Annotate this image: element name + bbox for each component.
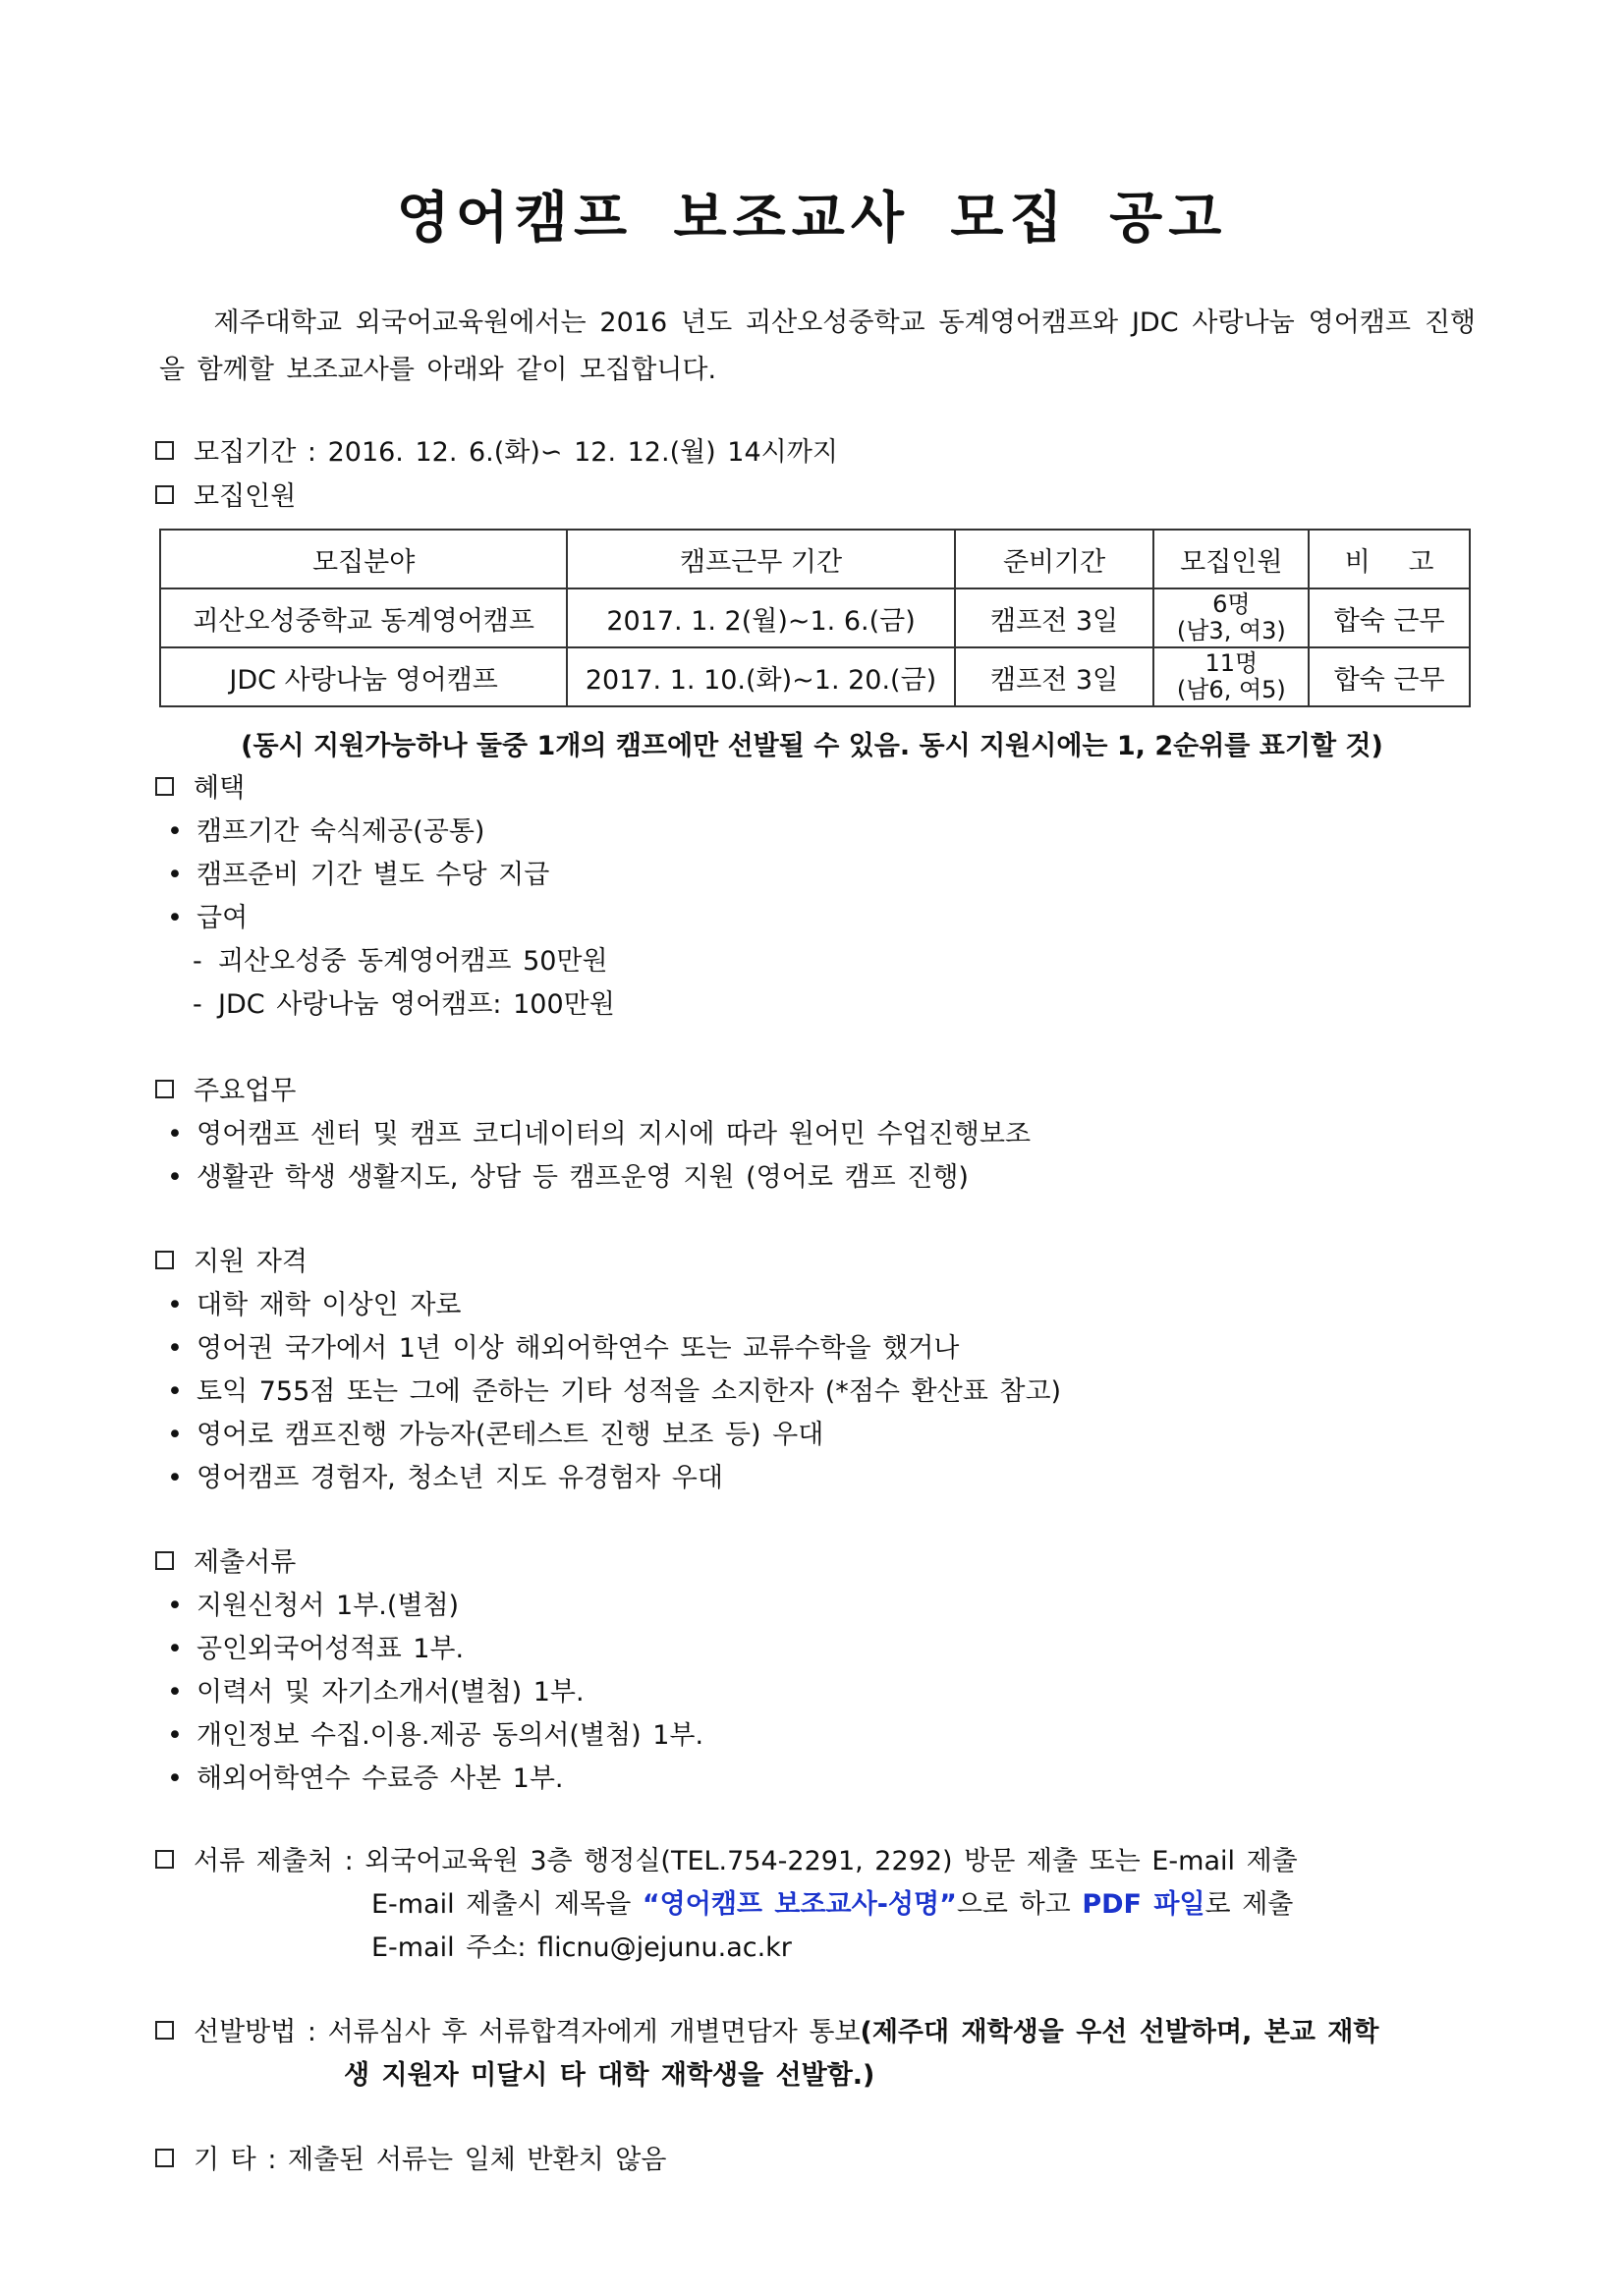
recruitment-table	[159, 529, 1471, 707]
bullet-icon: •	[167, 1591, 183, 1621]
benefits-heading	[155, 766, 245, 805]
intro-paragraph	[159, 300, 1476, 394]
bullet-icon: •	[167, 860, 183, 890]
bullet-icon: •	[167, 1420, 183, 1450]
table-header-cell: 캠프근무 기간	[567, 530, 954, 588]
list-item-text: 개인정보 수집.이용.제공 동의서(별첨) 1부.	[196, 1720, 704, 1751]
checkbox-square-icon	[155, 485, 174, 504]
list-item-text: 생활관 학생 생활지도, 상담 등 캠프운영 지원 (영어로 캠프 진행)	[196, 1162, 969, 1193]
checkbox-square-icon	[155, 2149, 174, 2167]
list-item	[167, 1370, 1061, 1408]
table-header-cell: 모집분야	[160, 530, 567, 588]
list-item-text: 토익 755점 또는 그에 준하는 기타 성적을 소지한자 (*점수 환산표 참고)	[196, 1376, 1062, 1407]
table-header-row	[160, 530, 1470, 588]
period-text: 모집기간 : 2016. 12. 6.(화)∽ 12. 12.(월) 14시까지	[194, 437, 838, 468]
list-item-text: 캠프기간 숙식제공(공통)	[196, 816, 485, 847]
count-detail: (남3, 여3)	[1176, 617, 1286, 644]
list-item	[167, 1757, 564, 1795]
list-item	[167, 1283, 462, 1321]
duties-heading	[155, 1069, 296, 1107]
count-value: 6명	[1212, 590, 1251, 618]
table-cell-period: 2017. 1. 2(월)~1. 6.(금)	[567, 588, 954, 647]
list-item-text: 영어권 국가에서 1년 이상 해외어학연수 또는 교류수학을 했거나	[196, 1333, 960, 1364]
bullet-icon: •	[167, 1634, 183, 1664]
bullet-icon: •	[167, 1119, 183, 1149]
list-item	[167, 1670, 585, 1708]
email-subject-highlight: “영어캠프 보조교사-성명”	[642, 1889, 957, 1920]
list-item	[167, 853, 549, 891]
documents-heading	[155, 1540, 296, 1579]
list-item-text: 지원신청서 1부.(별첨)	[196, 1591, 460, 1621]
checkbox-square-icon	[155, 1850, 174, 1869]
list-item	[167, 1112, 1031, 1150]
list-item	[167, 810, 484, 848]
sub-list-item	[193, 982, 615, 1021]
table-note: (동시 지원가능하나 둘중 1개의 캠프에만 선발될 수 있음. 동시 지원시에는 1, 2순위를 표기할 것)	[241, 731, 1383, 761]
selection-text: 선발방법 : 서류심사 후 서류합격자에게 개별면담자 통보	[194, 2017, 861, 2047]
dash-icon: -	[193, 989, 202, 1020]
bullet-icon: •	[167, 903, 183, 933]
count-value: 11명	[1204, 649, 1259, 677]
submission-email-title-line	[371, 1882, 1293, 1921]
list-item-text: 영어로 캠프진행 가능자(콘테스트 진행 보조 등) 우대	[196, 1420, 824, 1450]
table-cell-count	[1153, 588, 1309, 647]
dash-icon: -	[193, 946, 202, 977]
table-header-cell: 비 고	[1309, 530, 1470, 588]
table-cell-field: JDC 사랑나눔 영어캠프	[160, 647, 567, 706]
email-title-text: 으로 하고	[956, 1889, 1083, 1920]
sub-list-item-text: JDC 사랑나눔 영어캠프: 100만원	[218, 989, 615, 1020]
table-row	[160, 588, 1470, 647]
table-cell-prep: 캠프전 3일	[955, 588, 1154, 647]
checkbox-square-icon	[155, 1551, 174, 1570]
list-item-text: 영어캠프 경험자, 청소년 지도 유경험자 우대	[196, 1463, 723, 1493]
list-item	[167, 896, 248, 934]
headcount-heading	[155, 475, 296, 513]
bullet-icon: •	[167, 1763, 183, 1794]
checkbox-square-icon	[155, 1080, 174, 1098]
list-item	[167, 1326, 959, 1365]
submission-text: 서류 제출처 : 외국어교육원 3층 행정실(TEL.754-2291, 2292) 방문 제출 또는 E-mail 제출	[194, 1846, 1298, 1876]
selection-bold-text: (제주대 재학생을 우선 선발하며, 본교 재학	[860, 2017, 1379, 2047]
bullet-icon: •	[167, 1677, 183, 1707]
etc-line	[155, 2138, 666, 2176]
qualifications-heading-text: 지원 자격	[194, 1247, 308, 1277]
list-item	[167, 1456, 723, 1494]
list-item	[167, 1584, 459, 1622]
submission-line	[155, 1839, 1298, 1877]
selection-bold-continuation: 생 지원자 미달시 타 대학 재학생을 선발함.)	[344, 2060, 875, 2091]
pdf-file-highlight: PDF 파일	[1082, 1889, 1205, 1920]
bullet-icon: •	[167, 1290, 183, 1320]
list-item	[167, 1627, 464, 1665]
page-title: 영어캠프 보조교사 모집 공고	[396, 187, 1228, 251]
documents-heading-text: 제출서류	[194, 1547, 297, 1578]
bullet-icon: •	[167, 1162, 183, 1193]
list-item	[167, 1713, 703, 1752]
table-header-cell: 준비기간	[955, 530, 1154, 588]
list-item-text: 공인외국어성적표 1부.	[196, 1634, 465, 1664]
submission-email-address: E-mail 주소: flicnu@jejunu.ac.kr	[371, 1932, 792, 1963]
bullet-icon: •	[167, 1720, 183, 1751]
bullet-icon: •	[167, 1333, 183, 1364]
checkbox-square-icon	[155, 2021, 174, 2040]
checkbox-square-icon	[155, 441, 174, 460]
table-cell-prep: 캠프전 3일	[955, 647, 1154, 706]
checkbox-square-icon	[155, 1251, 174, 1269]
etc-text: 기 타 : 제출된 서류는 일체 반환치 않음	[194, 2145, 667, 2175]
qualifications-heading	[155, 1240, 308, 1278]
list-item	[167, 1155, 969, 1194]
table-row	[160, 647, 1470, 706]
table-header-cell: 모집인원	[1153, 530, 1309, 588]
list-item-text: 이력서 및 자기소개서(별첨) 1부.	[196, 1677, 585, 1707]
table-cell-field: 괴산오성중학교 동계영어캠프	[160, 588, 567, 647]
list-item-text: 해외어학연수 수료증 사본 1부.	[196, 1763, 564, 1794]
email-title-text: 로 제출	[1204, 1889, 1294, 1920]
list-item-text: 급여	[196, 903, 249, 933]
list-item	[167, 1413, 823, 1451]
duties-heading-text: 주요업무	[194, 1076, 297, 1106]
benefits-heading-text: 혜택	[194, 773, 246, 804]
table-cell-note: 합숙 근무	[1309, 588, 1470, 647]
email-title-text: E-mail 제출시 제목을	[371, 1889, 643, 1920]
list-item-text: 캠프준비 기간 별도 수당 지급	[196, 860, 550, 890]
table-cell-count	[1153, 647, 1309, 706]
list-item-text: 영어캠프 센터 및 캠프 코디네이터의 지시에 따라 원어민 수업진행보조	[196, 1119, 1032, 1149]
bullet-icon: •	[167, 816, 183, 847]
intro-text: 제주대학교 외국어교육원에서는 2016 년도 괴산오성중학교 동계영어캠프와 JDC 사랑나눔 영어캠프 진행을 함께할 보조교사를 아래와 같이 모집합니다.	[159, 308, 1476, 385]
checkbox-square-icon	[155, 777, 174, 796]
table-cell-period: 2017. 1. 10.(화)~1. 20.(금)	[567, 647, 954, 706]
sub-list-item	[193, 939, 608, 978]
bullet-icon: •	[167, 1463, 183, 1493]
selection-line	[155, 2010, 1378, 2048]
headcount-heading-text: 모집인원	[194, 481, 297, 512]
count-detail: (남6, 여5)	[1176, 676, 1286, 703]
table-cell-note: 합숙 근무	[1309, 647, 1470, 706]
list-item-text: 대학 재학 이상인 자로	[196, 1290, 462, 1320]
period-line	[155, 430, 838, 469]
bullet-icon: •	[167, 1376, 183, 1407]
sub-list-item-text: 괴산오성중 동계영어캠프 50만원	[218, 946, 608, 977]
